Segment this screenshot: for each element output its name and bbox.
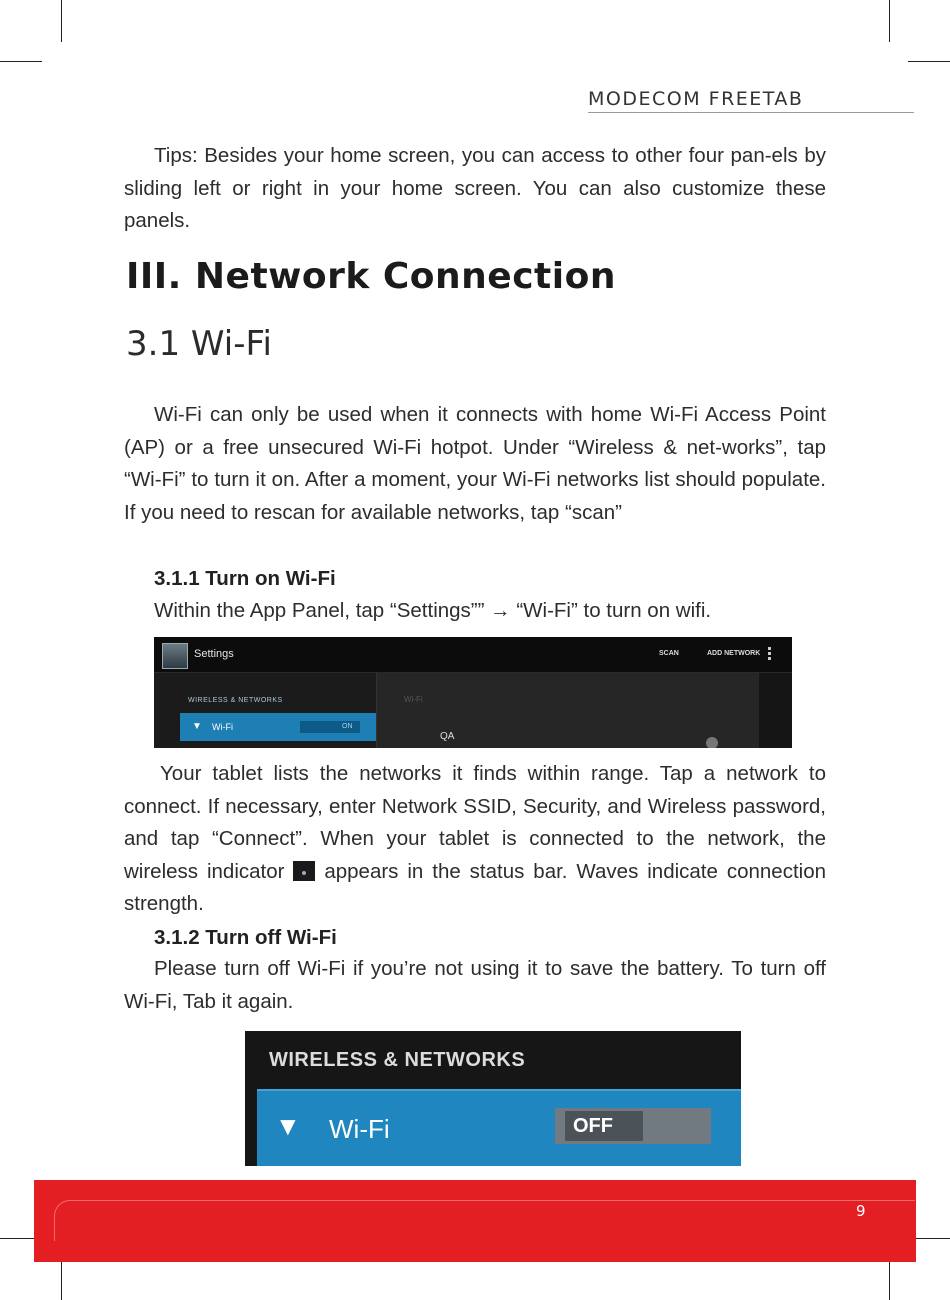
crop-mark xyxy=(61,1258,62,1300)
tips-paragraph: Tips: Besides your home screen, you can access to other four pan-els by sliding left or right in your home screen. You can also customize these panels. xyxy=(124,144,826,232)
networks-paragraph xyxy=(124,758,826,921)
running-header: MODECOM FREETAB xyxy=(588,88,804,110)
sidebar-item-label: Wi-Fi xyxy=(212,722,233,732)
scan-button[interactable]: SCAN xyxy=(659,650,679,657)
signal-icon xyxy=(706,737,718,748)
wifi-label: Wi-Fi xyxy=(329,1114,390,1144)
footer-frame xyxy=(54,1200,915,1241)
wifi-icon: ▼ xyxy=(275,1111,301,1141)
add-network-button[interactable]: ADD NETWORK xyxy=(707,650,761,657)
toggle-state: ON xyxy=(342,723,353,730)
wifi-intro-paragraph: Wi-Fi can only be used when it connects with home Wi-Fi Access Point (AP) or a free unsecured Wi-Fi hotpot. Under “Wireless & net-works”, tap “Wi-Fi” to turn it on. After a moment, your Wi-Fi networks list should populate. If you need to rescan for available networks, tap “scan” xyxy=(124,403,826,524)
action-bar xyxy=(154,637,792,673)
page-number: 9 xyxy=(856,1202,866,1220)
wifi-panel xyxy=(376,673,759,748)
wifi-panel-title: Wi-Fi xyxy=(404,695,423,704)
section-header: WIRELESS & NETWORKS xyxy=(269,1049,526,1071)
header-rule xyxy=(588,112,914,113)
crop-mark xyxy=(908,61,950,62)
toggle-state: OFF xyxy=(565,1111,643,1141)
turn-off-heading: 3.1.2 Turn off Wi-Fi xyxy=(154,926,337,949)
turn-on-instruction: Within the App Panel, tap “Settings”” → “Wi-Fi” to turn on wifi. xyxy=(154,599,712,622)
turn-on-heading: 3.1.1 Turn on Wi-Fi xyxy=(154,567,336,590)
settings-app-icon xyxy=(162,643,188,669)
overflow-menu-icon[interactable] xyxy=(768,645,772,663)
section-title: 3.1 Wi-Fi xyxy=(126,324,272,364)
network-list-item[interactable]: QA xyxy=(440,731,455,742)
sidebar-section-header: WIRELESS & NETWORKS xyxy=(188,697,283,704)
settings-screenshot xyxy=(154,637,792,748)
networks-text-before: Your tablet lists the networks it finds within range. Tap a network to connect. If necessary, enter Network SSID, Security, and Wireless password, and tap “Connect”. When your tablet is connected to the network, the wireless indicator xyxy=(124,762,826,883)
wifi-icon: ▼ xyxy=(192,721,202,732)
wireless-indicator-icon xyxy=(293,861,315,881)
networks-text-after: appears in the status bar. Waves indicate connection strength. xyxy=(124,859,826,915)
turn-off-paragraph: Please turn off Wi-Fi if you’re not using it to save the battery. To turn off Wi-Fi, Tab it again. xyxy=(124,957,826,1013)
crop-mark xyxy=(889,1258,890,1300)
crop-mark xyxy=(0,61,42,62)
wifi-off-screenshot xyxy=(245,1031,741,1166)
crop-mark xyxy=(889,0,890,42)
action-bar-title: Settings xyxy=(194,648,234,660)
crop-mark xyxy=(61,0,62,42)
chapter-title: III. Network Connection xyxy=(126,256,616,297)
